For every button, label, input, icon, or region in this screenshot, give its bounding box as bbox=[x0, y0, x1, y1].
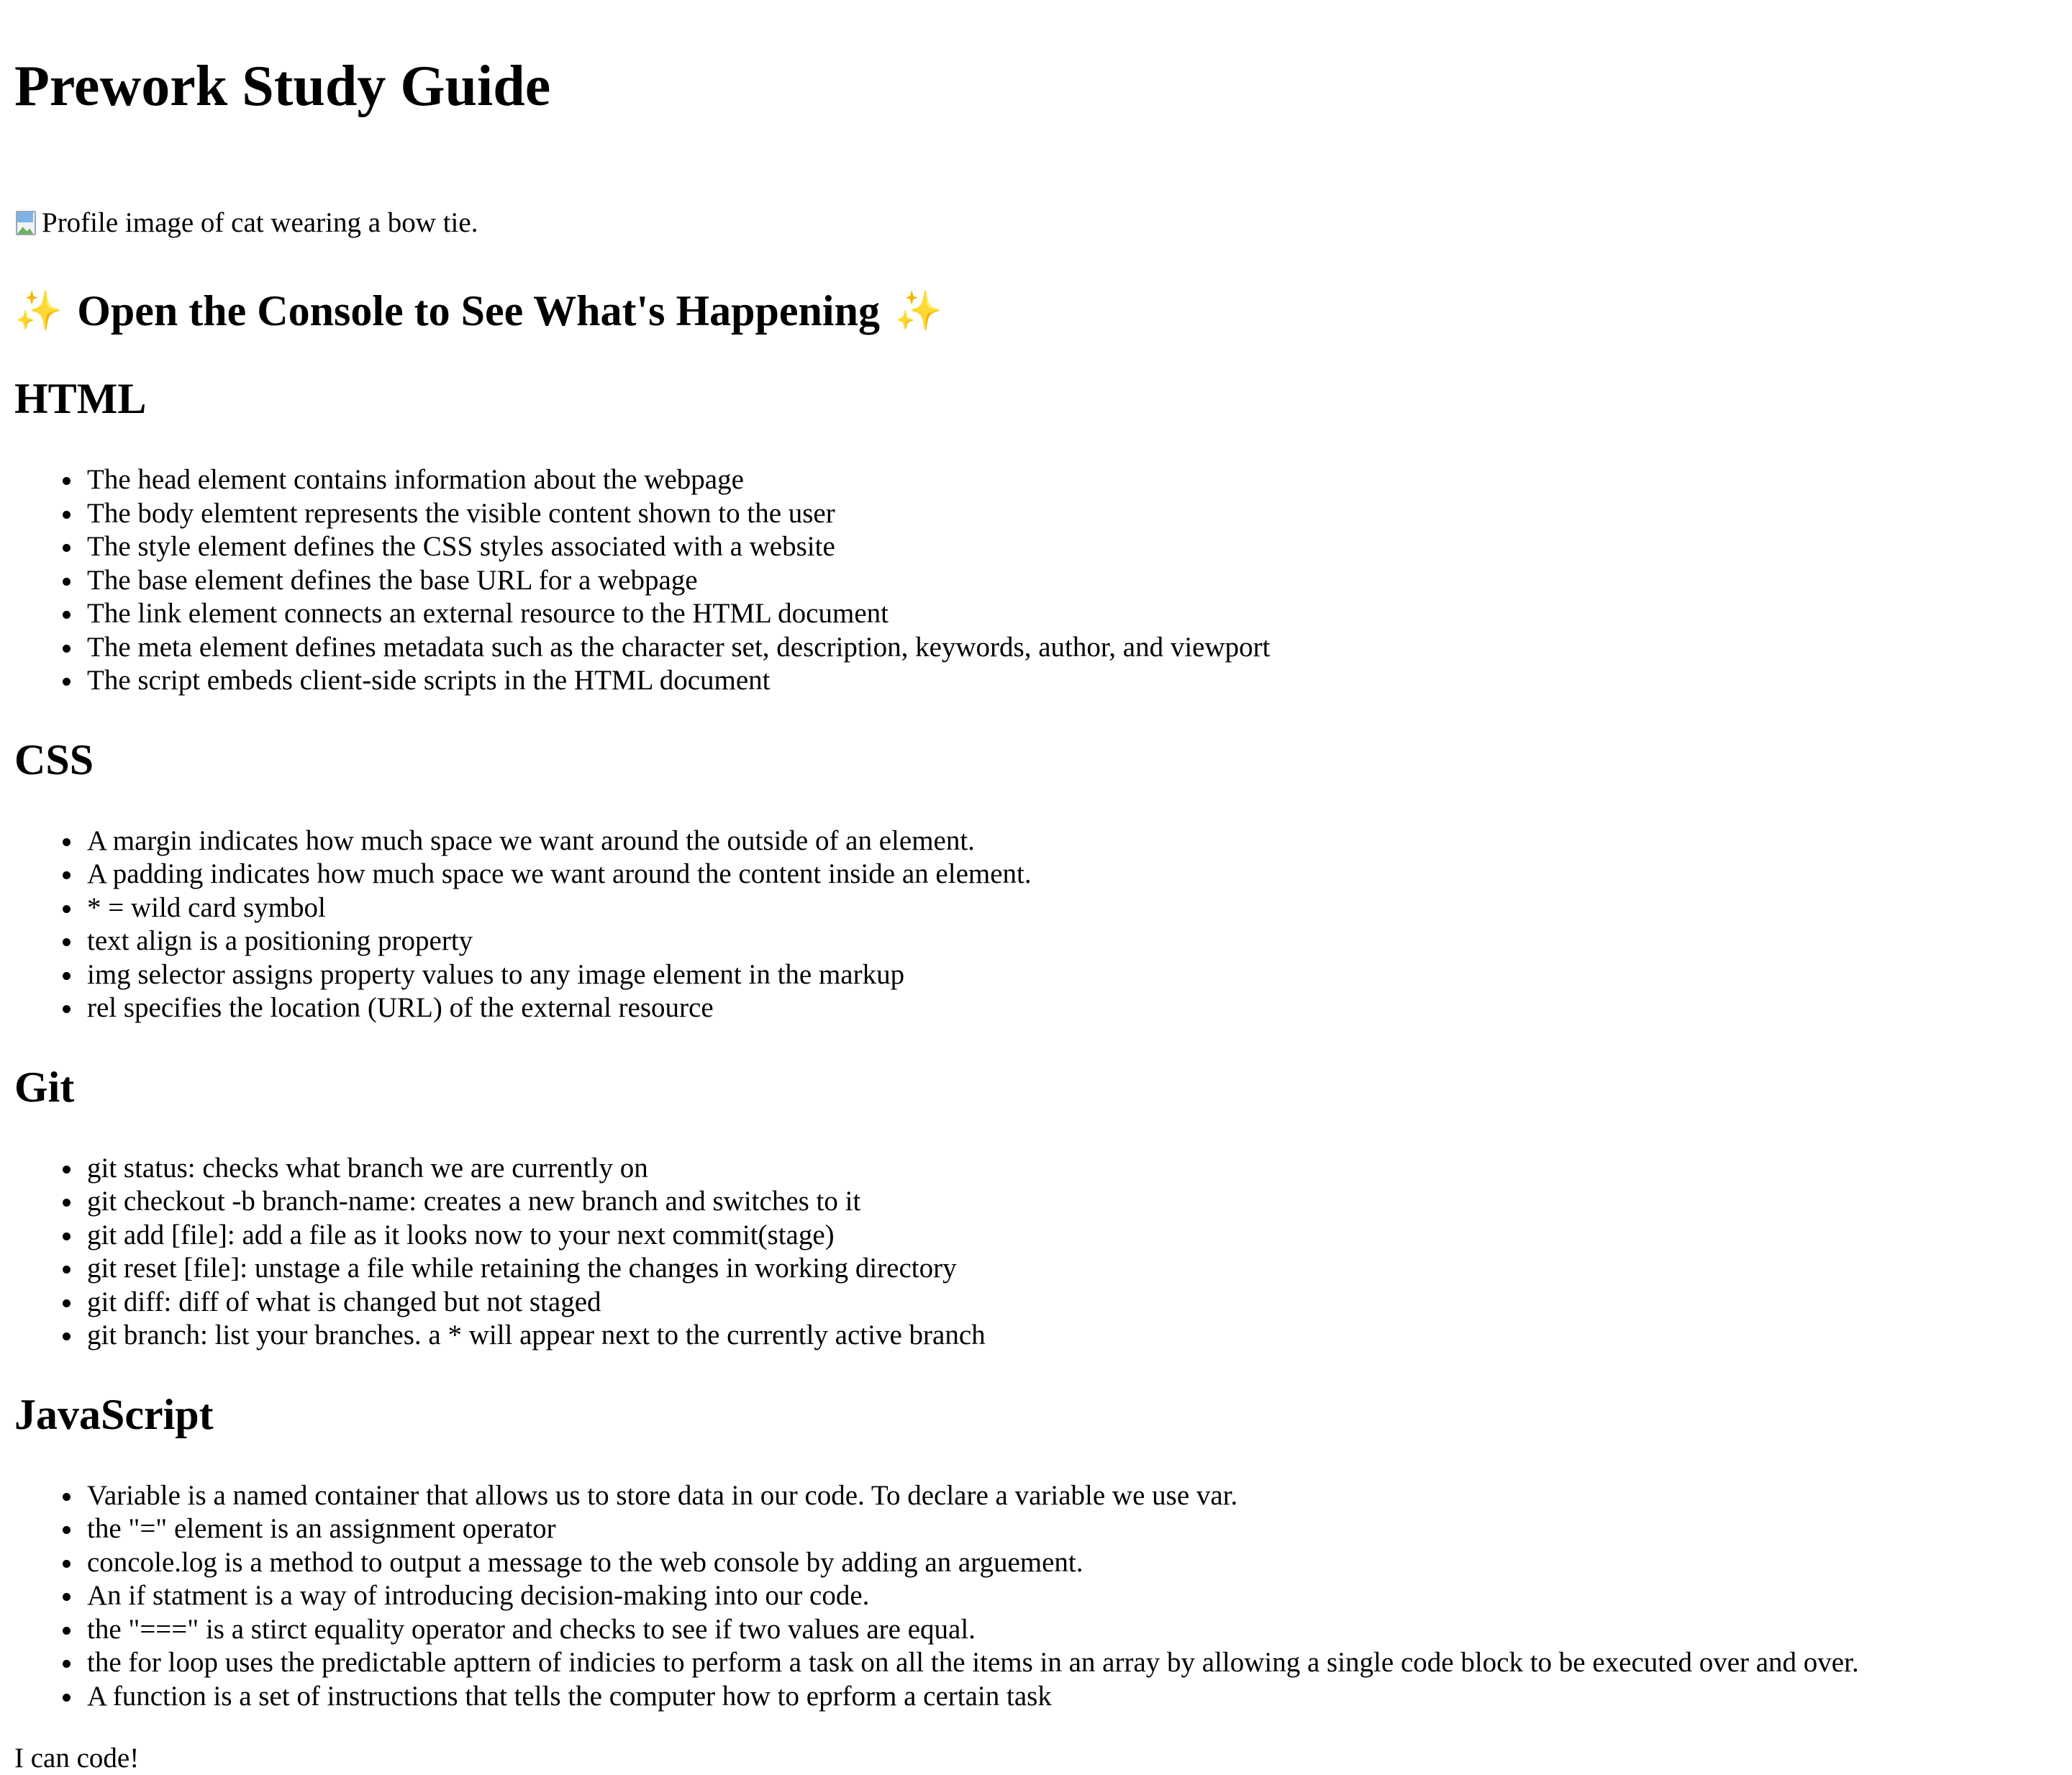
list-item: git reset [file]: unstage a file while retaining the changes in working directory bbox=[87, 1252, 2072, 1286]
list-item: The style element defines the CSS styles associated with a website bbox=[87, 530, 2072, 564]
list-item: An if statment is a way of introducing decision-making into our code. bbox=[87, 1579, 2072, 1613]
list-item: A function is a set of instructions that tells the computer how to eprform a certain task bbox=[87, 1680, 2072, 1714]
profile-image bbox=[14, 207, 2072, 239]
list-item: A margin indicates how much space we want around the outside of an element. bbox=[87, 825, 2072, 858]
list-item: git status: checks what branch we are currently on bbox=[87, 1152, 2072, 1186]
list-item: git checkout -b branch-name: creates a new branch and switches to it bbox=[87, 1185, 2072, 1219]
list-item: rel specifies the location (URL) of the external resource bbox=[87, 991, 2072, 1025]
javascript-list bbox=[14, 1479, 2072, 1714]
list-item: The body elemtent represents the visible content shown to the user bbox=[87, 497, 2072, 531]
list-item: Variable is a named container that allows us to store data in our code. To declare a variable we use var. bbox=[87, 1479, 2072, 1513]
section-heading-html: HTML bbox=[14, 375, 147, 422]
console-heading-text: Open the Console to See What's Happening bbox=[77, 287, 880, 335]
sparkle-icon: ✨ bbox=[894, 288, 943, 333]
list-item: git diff: diff of what is changed but not staged bbox=[87, 1286, 2072, 1320]
section-heading-javascript: JavaScript bbox=[14, 1390, 214, 1438]
list-item: The meta element defines metadata such as the character set, description, keywords, author, and viewport bbox=[87, 631, 2072, 665]
list-item: The script embeds client-side scripts in the HTML document bbox=[87, 664, 2072, 698]
section-heading-css: CSS bbox=[14, 735, 94, 784]
list-item: git add [file]: add a file as it looks now to your next commit(stage) bbox=[87, 1219, 2072, 1253]
git-list bbox=[14, 1152, 2072, 1353]
list-item: git branch: list your branches. a * will appear next to the currently active branch bbox=[87, 1319, 2072, 1353]
list-item: concole.log is a method to output a message to the web console by adding an arguement. bbox=[87, 1546, 2072, 1580]
list-item: The head element contains information about the webpage bbox=[87, 463, 2072, 497]
sparkle-icon: ✨ bbox=[14, 288, 63, 333]
list-item: the "===" is a stirct equality operator and checks to see if two values are equal. bbox=[87, 1613, 2072, 1647]
list-item: * = wild card symbol bbox=[87, 891, 2072, 925]
footer-text: I can code! bbox=[14, 1743, 140, 1774]
section-heading-git: Git bbox=[14, 1063, 75, 1111]
list-item: the "=" element is an assignment operator bbox=[87, 1512, 2072, 1546]
page-title: Prework Study Guide bbox=[14, 55, 551, 118]
css-list bbox=[14, 825, 2072, 1025]
list-item: A padding indicates how much space we want around the content inside an element. bbox=[87, 858, 2072, 891]
list-item: The link element connects an external resource to the HTML document bbox=[87, 597, 2072, 631]
broken-image-icon bbox=[14, 209, 39, 237]
list-item: img selector assigns property values to any image element in the markup bbox=[87, 958, 2072, 992]
list-item: The base element defines the base URL for a webpage bbox=[87, 564, 2072, 598]
html-list bbox=[14, 463, 2072, 698]
console-heading bbox=[14, 285, 2072, 337]
profile-image-alt-text: Profile image of cat wearing a bow tie. bbox=[42, 207, 478, 238]
list-item: the for loop uses the predictable apttern of indicies to perform a task on all the items in an array by allowing a single code block to be executed over and over. bbox=[87, 1646, 2072, 1680]
list-item: text align is a positioning property bbox=[87, 925, 2072, 958]
